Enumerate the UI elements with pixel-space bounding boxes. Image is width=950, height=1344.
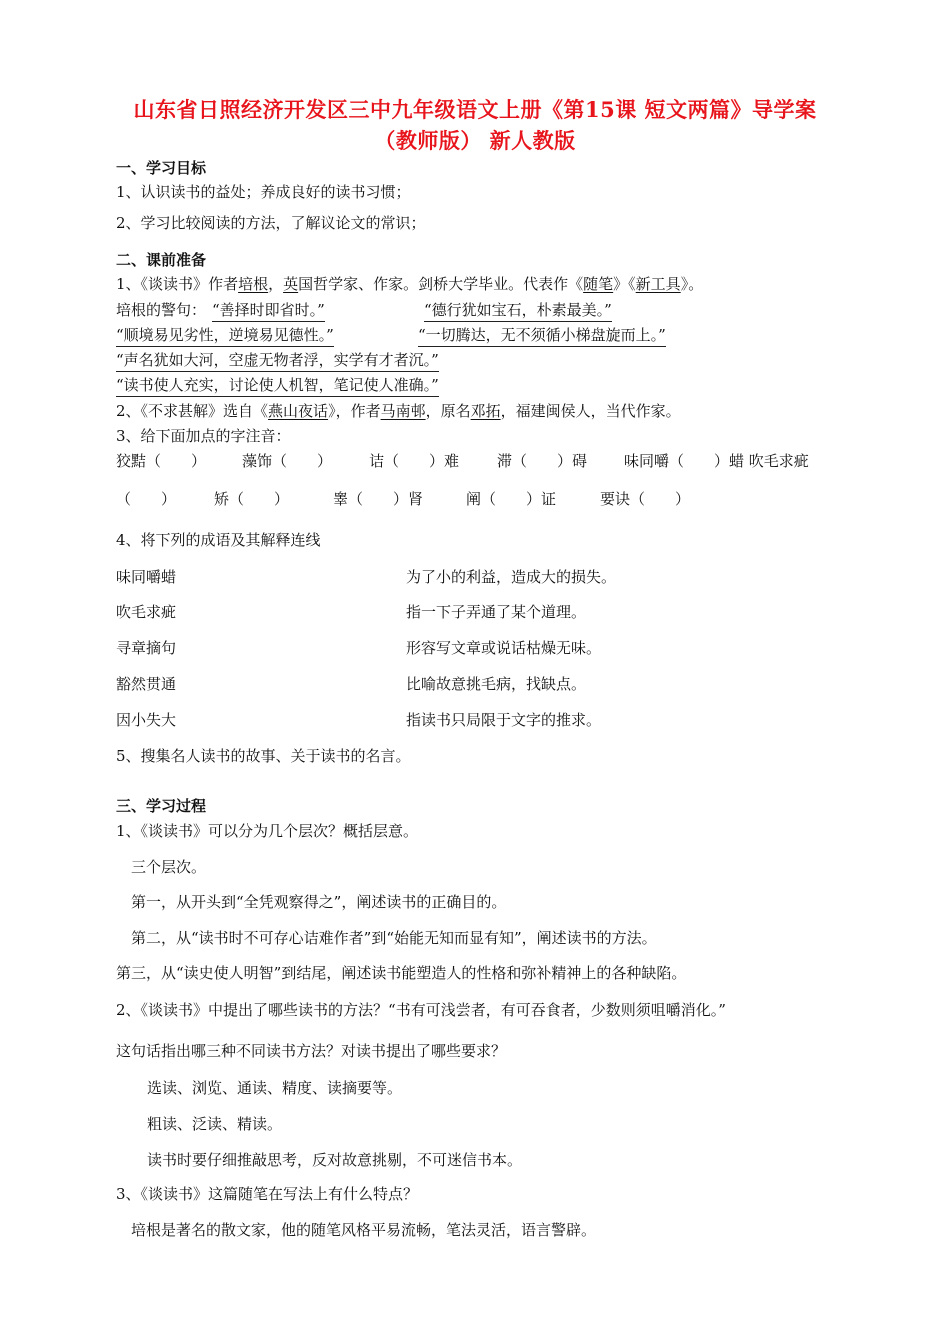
answer-1-line: 三个层次。 (131, 858, 207, 876)
section1-heading: 一、学习目标 (116, 159, 207, 177)
answer-2-line: 选读、浏览、通读、精度、读摘要等。 (147, 1079, 403, 1097)
idiom-item: 寻章摘句 (116, 639, 177, 657)
prep-item-1: 1、《谈读书》作者培根，英国哲学家、作家。剑桥大学毕业。代表作《随笔》《新工具》。 (116, 275, 704, 293)
work-name-2: 新工具 (635, 275, 681, 293)
pinyin-blank: 阐（ ）证 (466, 490, 557, 508)
source-name: 燕山夜话 (268, 402, 329, 420)
answer-3: 培根是著名的散文家，他的随笔风格平易流畅，笔法灵活，语言警辟。 (131, 1221, 597, 1239)
quote-5: “声名犹如大河，空虚无物者浮，实学有才者沉。” (116, 349, 439, 372)
answer-1-line: 第三，从“读史使人明智”到结尾，阐述读书能塑造人的性格和弥补精神上的各种缺陷。 (116, 964, 687, 982)
pinyin-blank: 味同嚼（ ）蜡 吹毛求疵 (624, 452, 809, 470)
quote-4: “一切腾达，无不须循小梯盘旋而上。” (418, 324, 666, 347)
pinyin-blank: 诘（ ）难 (369, 452, 460, 470)
idiom-item: 吹毛求疵 (116, 603, 177, 621)
country-name: 英 (283, 275, 299, 293)
prep-item-3: 3、给下面加点的字注音： (116, 427, 291, 445)
section2-heading: 二、课前准备 (116, 251, 207, 269)
pinyin-blank: 狡黠（ ） (116, 452, 207, 470)
prep-item-4: 4、将下列的成语及其解释连线 (116, 531, 321, 549)
meaning-item: 比喻故意挑毛病，找缺点。 (406, 675, 587, 693)
meaning-item: 指一下子弄通了某个道理。 (406, 603, 587, 621)
idiom-item: 因小失大 (116, 711, 177, 729)
goal-item-1: 1、认识读书的益处；养成良好的读书习惯； (116, 183, 411, 201)
question-3: 3、《谈读书》这篇随笔在写法上有什么特点？ (116, 1185, 419, 1203)
pinyin-blank: （ ） (116, 490, 177, 508)
meaning-item: 形容写文章或说话枯燥无味。 (406, 639, 602, 657)
realname: 邓拓 (470, 402, 501, 420)
prep-item-2: 2、《不求甚解》选自《燕山夜话》，作者马南邨，原名邓拓，福建闽侯人，当代作家。 (116, 402, 681, 420)
pinyin-blank: 要诀（ ） (600, 490, 691, 508)
question-2: 2、《谈读书》中提出了哪些读书的方法？“书有可浅尝者，有可吞食者，少数则须咀嚼消化。” (116, 1001, 726, 1019)
pinyin-blank: 矫（ ） (214, 490, 290, 508)
meaning-item: 为了小的利益，造成大的损失。 (406, 568, 617, 586)
prep-item-5: 5、搜集名人读书的故事、关于读书的名言。 (116, 747, 411, 765)
answer-1-line: 第一，从开头到“全凭观察得之”，阐述读书的正确目的。 (131, 893, 507, 911)
quotes-label: 培根的警句： (116, 301, 207, 319)
answer-2-line: 读书时要仔细推敲思考，反对故意挑剔，不可迷信书本。 (147, 1151, 523, 1169)
question-2-followup: 这句话指出哪三种不同读书方法？对读书提出了哪些要求？ (116, 1042, 507, 1060)
pinyin-blank: 滞（ ）碍 (497, 452, 588, 470)
author-name: 培根 (238, 275, 269, 293)
meaning-item: 指读书只局限于文字的推求。 (406, 711, 602, 729)
quote-6: “读书使人充实，讨论使人机智，笔记使人准确。” (116, 374, 439, 397)
author2-name: 马南邨 (380, 402, 426, 420)
work-name-1: 随笔 (583, 275, 614, 293)
section3-heading: 三、学习过程 (116, 797, 207, 815)
question-1: 1、《谈读书》可以分为几个层次？概括层意。 (116, 822, 419, 840)
idiom-item: 味同嚼蜡 (116, 568, 177, 586)
pinyin-blank: 睾（ ）肾 (333, 490, 424, 508)
goal-item-2: 2、学习比较阅读的方法，了解议论文的常识； (116, 214, 426, 232)
answer-2-line: 粗读、泛读、精读。 (147, 1115, 283, 1133)
document-title-line2: （教师版） 新人教版 (374, 128, 576, 153)
answer-1-line: 第二，从“读书时不可存心诘难作者”到“始能无知而显有知”，阐述读书的方法。 (131, 929, 657, 947)
document-title-line1: 山东省日照经济开发区三中九年级语文上册《第15课 短文两篇》导学案 (133, 97, 817, 122)
quote-1: “善择时即省时。” (212, 299, 325, 322)
quote-2: “德行犹如宝石，朴素最美。” (424, 299, 612, 322)
pinyin-blank: 藻饰（ ） (242, 452, 333, 470)
idiom-item: 豁然贯通 (116, 675, 177, 693)
quote-3: “顺境易见劣性，逆境易见德性。” (116, 324, 334, 347)
